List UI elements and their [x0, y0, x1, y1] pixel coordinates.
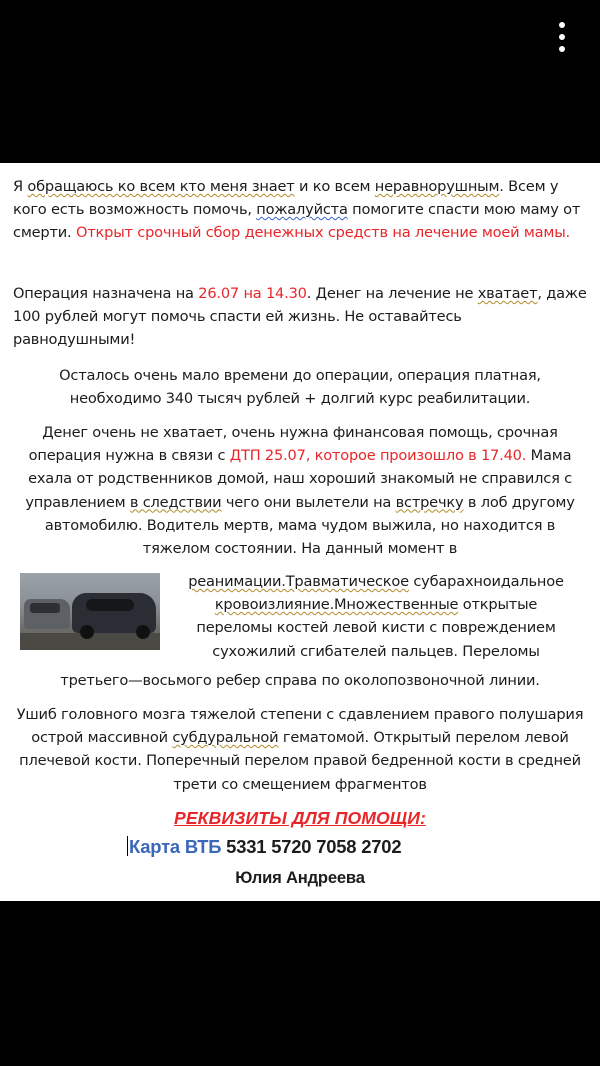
wheel-shape	[136, 625, 150, 639]
text-cursor	[127, 836, 128, 856]
text-highlight: ДТП 25.07, которое произошло в 17.40.	[229, 447, 527, 465]
text: Я	[13, 178, 28, 195]
car-window-shape	[86, 599, 134, 611]
text-highlight: Открыт срочный сбор денежных средств на лечение моей мамы.	[75, 224, 570, 242]
text: гематомой. Открытый перелом левой плечевой кости. Поперечный перелом правой бедренной кости в средней трети со смещением фрагментов	[19, 729, 581, 793]
text: обращаюсь ко всем кто меня знает	[27, 178, 295, 195]
wheel-shape	[80, 625, 94, 639]
text: Мама ехала от родственников домой, наш хороший знакомый не справился с управлением	[25, 447, 572, 511]
text-line: переломы костей левой кисти с повреждением	[196, 619, 556, 637]
card-number: 5331 5720 7058 2702	[226, 836, 402, 857]
more-vertical-icon[interactable]	[557, 20, 567, 54]
text: реанимации.Травматическое	[188, 573, 409, 590]
card-details	[127, 835, 401, 858]
paragraph-accident	[13, 421, 587, 560]
text: открытые	[458, 596, 538, 614]
menu-dot	[559, 46, 565, 52]
text: кровоизлияние.Множественные	[214, 596, 459, 614]
text-highlight: 26.07 на 14.30	[198, 285, 307, 302]
menu-dot	[559, 22, 565, 28]
accident-photo	[20, 573, 160, 650]
text: субдуральной	[172, 729, 279, 747]
car-window-shape	[30, 603, 60, 613]
text-line	[165, 570, 587, 593]
document-image	[0, 163, 600, 901]
text: в лоб другому автомобилю. Водитель мертв, мама чудом выжила, но находится в тяжелом состоянии. На данный момент в	[44, 493, 575, 558]
text: Денег очень не хватает, очень нужна финансовая помощь, срочная операция нужна в связи с	[28, 424, 558, 465]
paragraph-brain-injury	[12, 703, 588, 796]
text: неравнорушным	[374, 178, 500, 195]
text: встречку	[395, 493, 464, 511]
text: хватает	[477, 285, 538, 302]
text: Ушиб головного мозга тяжелой степени с сдавлением правого полушария острой массивной	[16, 706, 584, 747]
paragraph-operation	[13, 282, 587, 352]
text: Операция назначена на	[13, 285, 199, 302]
text: помогите спасти мою маму от смерти.	[13, 201, 581, 242]
requisites-heading: РЕКВИЗИТЫ ДЛЯ ПОМОЩИ:	[173, 808, 427, 828]
card-bank: Карта ВТБ	[129, 836, 222, 857]
menu-dot	[559, 34, 565, 40]
text: , даже 100 рублей могут помочь спасти ей жизнь. Не оставайтесь равнодушными!	[13, 285, 587, 349]
text-line	[165, 593, 587, 616]
text: в следствии	[129, 493, 222, 511]
paragraph-ribs: третьего—восьмого ребер справа по околопозвоночной линии.	[60, 672, 540, 689]
card-holder: Юлия Андреева	[235, 868, 365, 887]
text: чего они вылетели на	[221, 493, 396, 511]
text: пожалуйста	[256, 201, 348, 219]
text: субарахноидальное	[408, 573, 564, 590]
text-line: сухожилий сгибателей пальцев. Переломы	[212, 642, 540, 660]
paragraph-time-left: Осталось очень мало времени до операции, операция платная, необходимо 340 тысяч рублей + долгий курс реабилитации.	[59, 367, 541, 408]
text: и ко всем	[294, 178, 375, 195]
paragraph-appeal	[13, 175, 587, 245]
text: . Всем у кого есть возможность помочь,	[13, 178, 559, 219]
text: . Денег на лечение не	[306, 285, 478, 302]
paragraph-injuries	[165, 570, 587, 663]
